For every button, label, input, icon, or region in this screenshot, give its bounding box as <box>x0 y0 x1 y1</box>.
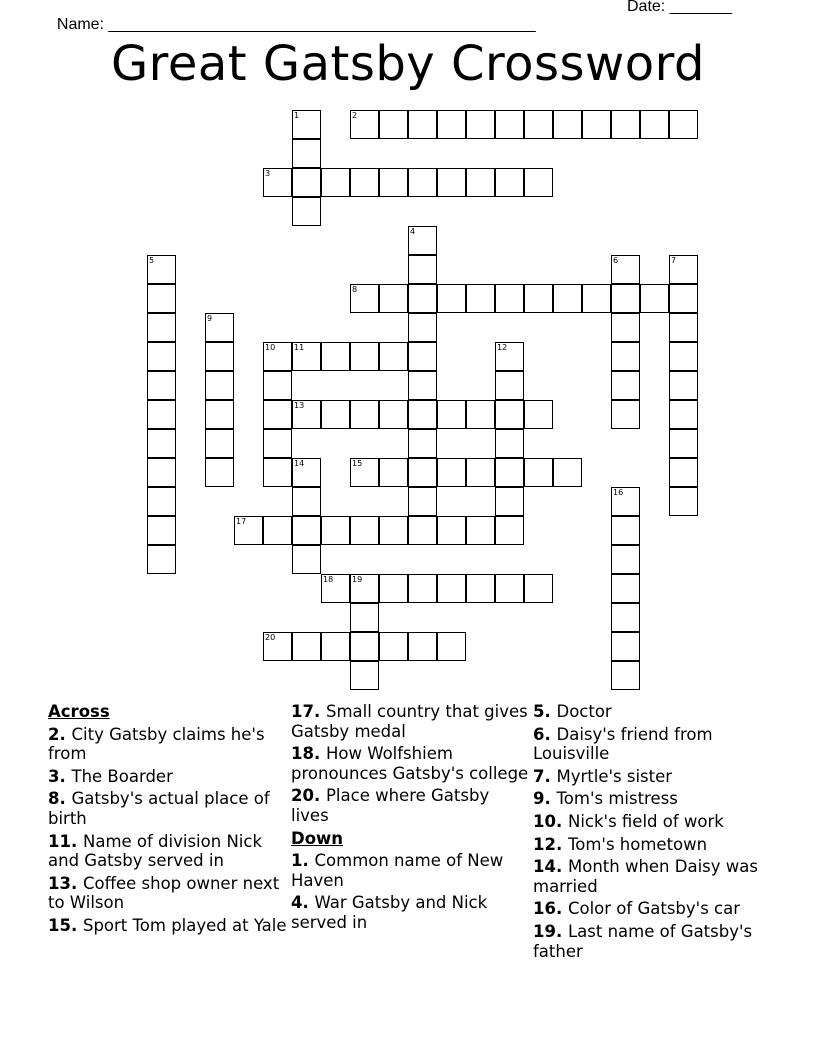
clues-column-2 <box>291 702 531 936</box>
clue-number: 14. <box>533 857 568 877</box>
grid-cell[interactable] <box>611 574 640 603</box>
grid-cell[interactable] <box>147 400 176 429</box>
grid-cell[interactable] <box>147 458 176 487</box>
grid-cell[interactable] <box>292 168 321 197</box>
grid-cell[interactable] <box>321 168 350 197</box>
across-heading: Across <box>48 702 110 721</box>
clue-number: 13. <box>48 873 83 893</box>
grid-cell[interactable] <box>495 371 524 400</box>
clue-text: War Gatsby and Nick served in <box>291 893 488 932</box>
grid-cell[interactable] <box>263 168 292 197</box>
down-clue <box>291 893 531 932</box>
grid-cell[interactable] <box>292 516 321 545</box>
grid-cell[interactable] <box>292 545 321 574</box>
grid-cell[interactable] <box>263 429 292 458</box>
grid-cell[interactable] <box>466 284 495 313</box>
clue-number: 17. <box>291 702 326 721</box>
grid-cell[interactable] <box>611 313 640 342</box>
clue-number: 1. <box>291 851 315 871</box>
grid-cell[interactable] <box>147 313 176 342</box>
clue-number: 3 <box>265 169 271 178</box>
grid-cell[interactable] <box>408 429 437 458</box>
clue-text: City Gatsby claims he's from <box>48 724 265 764</box>
grid-cell[interactable] <box>611 284 640 313</box>
grid-cell[interactable] <box>408 342 437 371</box>
grid-cell[interactable] <box>553 110 582 139</box>
clue-text: Tom's hometown <box>567 834 708 854</box>
grid-cell[interactable] <box>350 342 379 371</box>
clue-number: 18 <box>323 575 334 584</box>
grid-cell[interactable] <box>640 284 669 313</box>
grid-cell[interactable] <box>611 255 640 284</box>
grid-cell[interactable] <box>147 342 176 371</box>
grid-cell[interactable] <box>205 429 234 458</box>
clue-text: Name of division Nick and Gatsby served in <box>48 831 262 871</box>
grid-cell[interactable] <box>669 371 698 400</box>
grid-cell[interactable] <box>611 371 640 400</box>
grid-cell[interactable] <box>437 110 466 139</box>
grid-cell[interactable] <box>147 371 176 400</box>
grid-cell[interactable] <box>524 400 553 429</box>
grid-cell[interactable] <box>408 168 437 197</box>
grid-cell[interactable] <box>292 487 321 516</box>
page-title: Great Gatsby Crossword <box>110 36 706 92</box>
grid-cell[interactable] <box>147 429 176 458</box>
grid-cell[interactable] <box>292 632 321 661</box>
clue-number: 7. <box>533 766 557 786</box>
clue-number: 12 <box>497 343 508 352</box>
grid-cell[interactable] <box>408 458 437 487</box>
grid-cell[interactable] <box>669 255 698 284</box>
grid-cell[interactable] <box>495 342 524 371</box>
grid-cell[interactable] <box>495 458 524 487</box>
grid-cell[interactable] <box>437 574 466 603</box>
grid-cell[interactable] <box>292 139 321 168</box>
clue-number: 16 <box>613 488 624 497</box>
header-line <box>48 0 788 33</box>
grid-cell[interactable] <box>205 458 234 487</box>
clue-number: 15 <box>352 459 363 468</box>
clue-number: 16. <box>533 899 568 919</box>
grid-cell[interactable] <box>495 487 524 516</box>
grid-cell[interactable] <box>669 313 698 342</box>
grid-cell[interactable] <box>611 110 640 139</box>
clue-text: Doctor <box>556 702 612 721</box>
clue-number: 4. <box>291 893 315 913</box>
grid-cell[interactable] <box>524 458 553 487</box>
grid-cell[interactable] <box>379 400 408 429</box>
clues-column-1 <box>48 702 288 939</box>
clue-number: 19 <box>352 575 363 584</box>
clue-number: 10. <box>533 811 568 831</box>
grid-cell[interactable] <box>234 516 263 545</box>
grid-cell[interactable] <box>408 371 437 400</box>
grid-cell[interactable] <box>147 284 176 313</box>
clue-number: 1 <box>294 111 300 120</box>
clue-number: 3. <box>48 766 72 786</box>
grid-cell[interactable] <box>466 400 495 429</box>
grid-cell[interactable] <box>553 284 582 313</box>
grid-cell[interactable] <box>437 284 466 313</box>
grid-cell[interactable] <box>321 400 350 429</box>
grid-cell[interactable] <box>205 400 234 429</box>
clues-column-3 <box>533 702 773 964</box>
date-field[interactable]: Date: _______ <box>627 0 732 15</box>
clue-number: 20. <box>291 786 326 806</box>
grid-cell[interactable] <box>524 574 553 603</box>
grid-cell[interactable] <box>437 168 466 197</box>
down-clue <box>533 725 773 764</box>
down-clue <box>533 922 773 961</box>
grid-cell[interactable] <box>292 110 321 139</box>
grid-cell[interactable] <box>495 168 524 197</box>
clue-text: Common name of New Haven <box>291 851 504 890</box>
clue-text: Color of Gatsby's car <box>567 899 741 919</box>
clue-text: Myrtle's sister <box>556 766 673 786</box>
grid-cell[interactable] <box>466 574 495 603</box>
grid-cell[interactable] <box>292 197 321 226</box>
clue-text: How Wolfshiem pronounces Gatsby's college <box>291 744 529 783</box>
grid-cell[interactable] <box>669 342 698 371</box>
clue-number: 14 <box>294 459 305 468</box>
grid-cell[interactable] <box>263 371 292 400</box>
clue-number: 6 <box>613 256 619 265</box>
grid-cell[interactable] <box>379 458 408 487</box>
clue-number: 11. <box>48 831 83 851</box>
grid-cell[interactable] <box>292 458 321 487</box>
grid-cell[interactable] <box>408 516 437 545</box>
clue-number: 6. <box>533 724 557 744</box>
grid-cell[interactable] <box>408 284 437 313</box>
grid-cell[interactable] <box>205 371 234 400</box>
grid-cell[interactable] <box>466 516 495 545</box>
grid-cell[interactable] <box>611 632 640 661</box>
clue-number: 2. <box>48 724 72 744</box>
clue-number: 13 <box>294 401 305 410</box>
down-clue <box>291 851 531 890</box>
grid-cell[interactable] <box>379 574 408 603</box>
across-clue <box>291 744 531 783</box>
grid-cell[interactable] <box>379 284 408 313</box>
clue-number: 8 <box>352 285 358 294</box>
clue-text: Tom's mistress <box>556 789 678 809</box>
clue-text: Gatsby's actual place of birth <box>48 789 270 828</box>
clue-number: 5 <box>149 256 155 265</box>
grid-cell[interactable] <box>379 110 408 139</box>
grid-cell[interactable] <box>611 545 640 574</box>
grid-cell[interactable] <box>495 516 524 545</box>
across-clue <box>48 916 288 936</box>
across-clue <box>48 832 288 871</box>
grid-cell[interactable] <box>350 400 379 429</box>
grid-cell[interactable] <box>524 168 553 197</box>
grid-cell[interactable] <box>408 313 437 342</box>
grid-cell[interactable] <box>350 632 379 661</box>
grid-cell[interactable] <box>553 458 582 487</box>
clue-text: Sport Tom played at Yale <box>82 915 287 935</box>
across-clue <box>291 786 531 825</box>
down-clue <box>533 835 773 855</box>
grid-cell[interactable] <box>379 342 408 371</box>
clue-text: Month when Daisy was married <box>533 857 758 896</box>
grid-cell[interactable] <box>205 313 234 342</box>
clue-number: 11 <box>294 343 305 352</box>
grid-cell[interactable] <box>466 458 495 487</box>
grid-cell[interactable] <box>408 400 437 429</box>
grid-cell[interactable] <box>408 632 437 661</box>
grid-cell[interactable] <box>669 458 698 487</box>
clue-number: 2 <box>352 111 358 120</box>
grid-cell[interactable] <box>350 516 379 545</box>
grid-cell[interactable] <box>611 400 640 429</box>
clue-number: 8. <box>48 789 72 809</box>
clue-text: Small country that gives Gatsby medal <box>291 702 528 741</box>
clue-number: 9. <box>533 789 557 809</box>
grid-cell[interactable] <box>408 487 437 516</box>
clue-text: Last name of Gatsby's father <box>533 921 753 961</box>
grid-cell[interactable] <box>669 429 698 458</box>
clue-number: 10 <box>265 343 276 352</box>
grid-cell[interactable] <box>321 516 350 545</box>
grid-cell[interactable] <box>437 400 466 429</box>
clue-number: 15. <box>48 915 83 935</box>
grid-cell[interactable] <box>263 632 292 661</box>
grid-cell[interactable] <box>147 545 176 574</box>
grid-cell[interactable] <box>437 458 466 487</box>
grid-cell[interactable] <box>611 487 640 516</box>
grid-cell[interactable] <box>147 487 176 516</box>
across-clue <box>48 725 288 764</box>
down-clue <box>533 767 773 787</box>
clue-number: 5. <box>533 702 557 721</box>
grid-cell[interactable] <box>669 487 698 516</box>
grid-cell[interactable] <box>495 110 524 139</box>
down-clue <box>533 702 773 722</box>
grid-cell[interactable] <box>408 226 437 255</box>
grid-cell[interactable] <box>408 574 437 603</box>
down-clue <box>533 899 773 919</box>
grid-cell[interactable] <box>350 574 379 603</box>
clue-text: The Boarder <box>71 766 173 786</box>
clue-text: Nick's field of work <box>567 811 724 831</box>
clue-text: Coffee shop owner next to Wilson <box>48 873 280 913</box>
grid-cell[interactable] <box>495 429 524 458</box>
grid-cell[interactable] <box>495 400 524 429</box>
grid-cell[interactable] <box>379 168 408 197</box>
clue-number: 9 <box>207 314 213 323</box>
grid-cell[interactable] <box>263 400 292 429</box>
grid-cell[interactable] <box>611 516 640 545</box>
grid-cell[interactable] <box>321 574 350 603</box>
grid-cell[interactable] <box>466 168 495 197</box>
grid-cell[interactable] <box>611 603 640 632</box>
grid-cell[interactable] <box>350 458 379 487</box>
grid-cell[interactable] <box>669 400 698 429</box>
clue-number: 4 <box>410 227 416 236</box>
grid-cell[interactable] <box>524 110 553 139</box>
grid-cell[interactable] <box>669 110 698 139</box>
across-clue <box>291 702 531 741</box>
grid-cell[interactable] <box>321 632 350 661</box>
grid-cell[interactable] <box>292 400 321 429</box>
grid-cell[interactable] <box>292 342 321 371</box>
grid-cell[interactable] <box>350 284 379 313</box>
grid-cell[interactable] <box>640 110 669 139</box>
grid-cell[interactable] <box>379 632 408 661</box>
grid-cell[interactable] <box>495 284 524 313</box>
grid-cell[interactable] <box>379 516 408 545</box>
clue-number: 12. <box>533 834 568 854</box>
grid-cell[interactable] <box>350 661 379 690</box>
clue-text: Daisy's friend from Louisville <box>533 724 713 764</box>
grid-cell[interactable] <box>263 458 292 487</box>
clue-number: 20 <box>265 633 276 642</box>
clue-text: Place where Gatsby lives <box>291 786 490 825</box>
grid-cell[interactable] <box>350 110 379 139</box>
across-clue <box>48 767 288 787</box>
down-heading: Down <box>291 828 344 848</box>
grid-cell[interactable] <box>321 342 350 371</box>
grid-cell[interactable] <box>350 603 379 632</box>
name-field[interactable]: Name: ________________________________________________ <box>56 16 536 33</box>
grid-cell[interactable] <box>147 516 176 545</box>
down-clue <box>533 857 773 896</box>
grid-cell[interactable] <box>408 110 437 139</box>
clue-number: 17 <box>236 517 247 526</box>
grid-cell[interactable] <box>408 255 437 284</box>
across-clue <box>48 874 288 913</box>
grid-cell[interactable] <box>350 168 379 197</box>
grid-cell[interactable] <box>263 516 292 545</box>
grid-cell[interactable] <box>147 255 176 284</box>
grid-cell[interactable] <box>582 110 611 139</box>
grid-cell[interactable] <box>466 110 495 139</box>
grid-cell[interactable] <box>524 284 553 313</box>
across-clue <box>48 789 288 828</box>
clue-number: 18. <box>291 744 326 764</box>
grid-cell[interactable] <box>669 284 698 313</box>
down-clue <box>533 812 773 832</box>
grid-cell[interactable] <box>437 632 466 661</box>
grid-cell[interactable] <box>582 284 611 313</box>
clue-number: 7 <box>671 256 677 265</box>
grid-cell[interactable] <box>495 574 524 603</box>
grid-cell[interactable] <box>263 342 292 371</box>
grid-cell[interactable] <box>611 661 640 690</box>
grid-cell[interactable] <box>437 516 466 545</box>
grid-cell[interactable] <box>611 342 640 371</box>
down-clue <box>533 789 773 809</box>
grid-cell[interactable] <box>205 342 234 371</box>
clue-number: 19. <box>533 921 568 941</box>
